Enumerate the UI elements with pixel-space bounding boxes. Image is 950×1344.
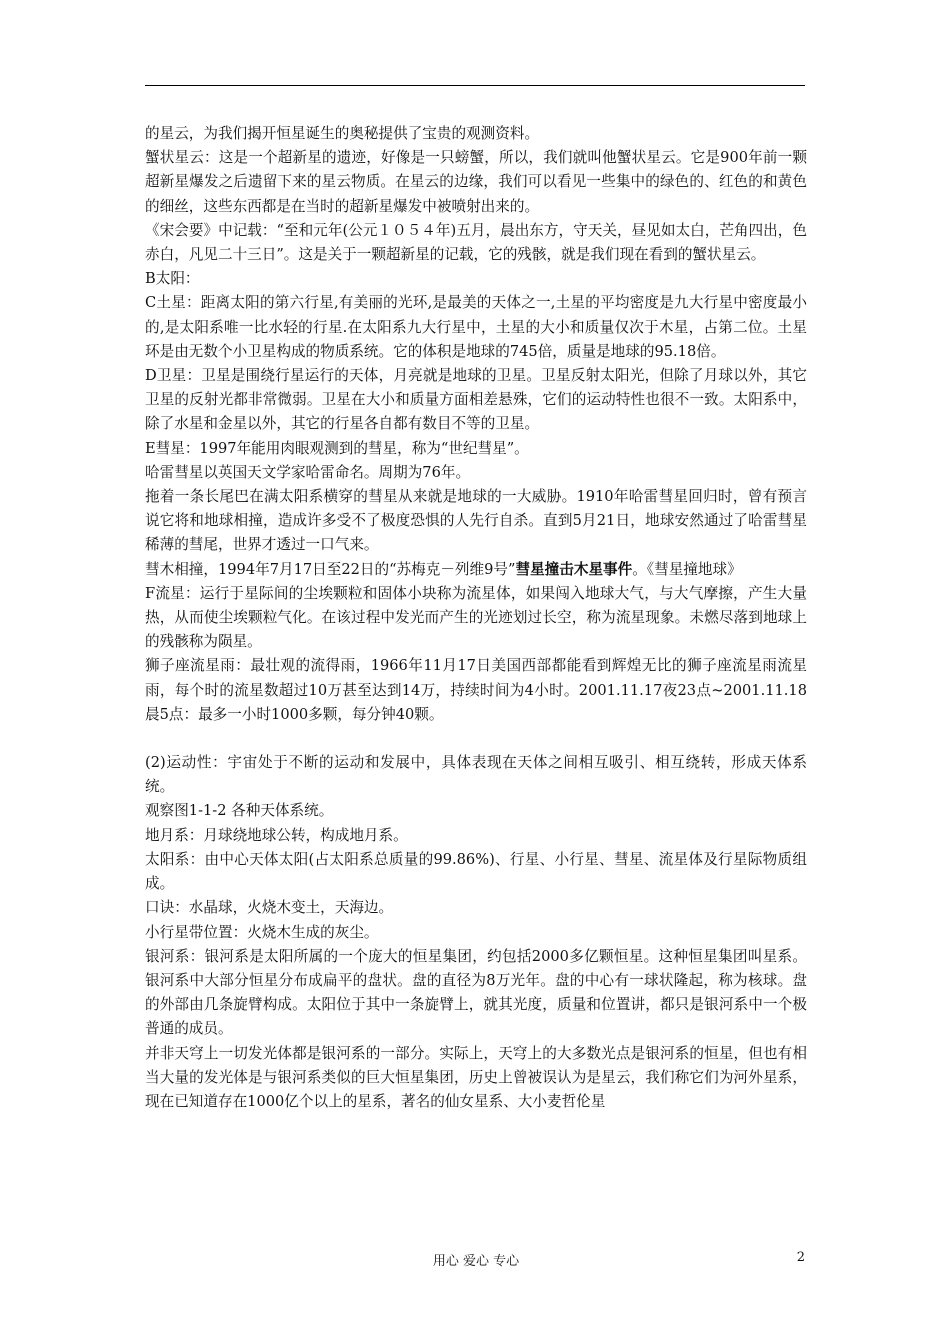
- paragraph-nebula-end: 的星云，为我们揭开恒星诞生的奥秘提供了宝贵的观测资料。: [145, 125, 540, 142]
- paragraph-milky-way: 银河系：银河系是太阳所属的一个庞大的恒星集团，约包括2000多亿颗恒星。这种恒星集团叫星系。银河系中大部分恒星分布成扁平的盘状。盘的直径为8万光年。盘的中心有一球状隆起，称为核球。盘的外部由几条旋臂构成。太阳位于其中一条旋臂上，就其光度，质量和位置讲，都只是银河系中一个极普通的成员。: [145, 947, 807, 1038]
- paragraph-mnemonic: 口诀：水晶球，火烧木变土，天海边。: [145, 899, 394, 917]
- paragraph-satellite: D卫星：卫星是围绕行星运行的天体，月亮就是地球的卫星。卫星反射太阳光，但除了月球以外，其它卫星的反射光都非常微弱。卫星在大小和质量方面相差悬殊，它们的运动特性也很不一致。太阳系中，除了水星和金星以外，其它的行星各自都有数目不等的卫星。: [145, 367, 807, 433]
- paragraph-galaxies: 并非天穹上一切发光体都是银河系的一部分。实际上，天穹上的大多数光点是银河系的恒星，但也有相当大量的发光体是与银河系类似的巨大恒星集团，历史上曾被误认为是星云，我们称它们为河外星系，现在已知道存在1000亿个以上的星系，著名的仙女星系、大小麦哲伦星: [145, 1044, 807, 1110]
- footer-motto: 用心 爱心 专心: [432, 1254, 520, 1269]
- paragraph-leonids: 狮子座流星雨：最壮观的流得雨，1966年11月17日美国西部都能看到辉煌无比的狮子座流星雨流星雨，每个时的流星数超过10万甚至达到14万，持续时间为4小时。2001.11.17夜23点~2001.11.18晨5点：最多一小时1000多颗，每分钟40颗。: [145, 657, 807, 723]
- paragraph-earth-moon: 地月系：月球绕地球公转，构成地月系。: [145, 826, 408, 844]
- paragraph-comet: E彗星：1997年能用肉眼观测到的彗星，称为“世纪彗星”。: [145, 439, 529, 457]
- header-rule: [145, 85, 805, 86]
- paragraph-asteroid-belt: 小行星带位置：火烧木生成的灰尘。: [145, 923, 379, 941]
- comet-event-bold: 彗星撞击木星事件: [515, 560, 633, 578]
- paragraph-sun: B太阳：: [145, 270, 200, 288]
- paragraph-saturn: C土星：距离太阳的第六行星,有美丽的光环,是最美的天体之一,土星的平均密度是九大行星中密度最小的,是太阳系唯一比水轻的行星.在太阳系九大行星中，土星的大小和质量仅次于木星，占第二位。土星环是由无数个小卫星构成的物质系统。它的体积是地球的745倍，质量是地球的95.18倍。: [145, 294, 807, 360]
- page-footer: [145, 1250, 807, 1269]
- paragraph-meteor: F流星：运行于星际间的尘埃颗粒和固体小块称为流星体，如果闯入地球大气，与大气摩擦，产生大量热，从而使尘埃颗粒气化。在该过程中发光而产生的光迹划过长空，称为流星现象。未燃尽落到地球上的残骸称为陨星。: [145, 584, 807, 651]
- paragraph-halley: 哈雷彗星以英国天文学家哈雷命名。周期为76年。: [145, 463, 471, 481]
- comet-event-after: 。《彗星撞地球》: [632, 560, 742, 578]
- paragraph-crab-nebula: 蟹状星云：这是一个超新星的遗迹，好像是一只螃蟹，所以，我们就叫他蟹状星云。它是900年前一颗超新星爆发之后遗留下来的星云物质。在星云的边缘，我们可以看见一些集中的绿色的、红色的和黄色的细丝，这些东西都是在当时的超新星爆发中被喷射出来的。: [145, 149, 807, 215]
- paragraph-motion: (2)运动性：宇宙处于不断的运动和发展中，具体表现在天体之间相互吸引、相互绕转，形成天体系统。: [145, 754, 807, 796]
- paragraph-song-huiyao: 《宋会要》中记载：“至和元年(公元１０５４年)五月，晨出东方，守天关，昼见如太白，芒角四出，色赤白，凡见二十三日”。这是关于一颗超新星的记载，它的残骸，就是我们现在看到的蟹状星云。: [145, 221, 807, 264]
- paragraph-solar-system: 太阳系：由中心天体太阳(占太阳系总质量的99.86%)、行星、小行星、彗星、流星体及行星际物质组成。: [145, 850, 807, 893]
- paragraph-figure-ref: 观察图1-1-2 各种天体系统。: [145, 802, 334, 820]
- page-number: 2: [796, 1250, 805, 1265]
- body-text: [145, 122, 807, 1114]
- blank-line: [145, 727, 807, 751]
- paragraph-halley-1910: 拖着一条长尾巴在满太阳系横穿的彗星从来就是地球的一大威胁。1910年哈雷彗星回归时，曾有预言说它将和地球相撞，造成许多受不了极度恐惧的人先行自杀。直到5月21日，地球安然通过了哈雷彗星稀薄的彗尾，世界才透过一口气来。: [145, 488, 807, 554]
- paragraph-comet-jupiter: [145, 558, 807, 582]
- comet-event-before: 彗木相撞，1994年7月17日至22日的“苏梅克－列维9号”: [145, 560, 516, 578]
